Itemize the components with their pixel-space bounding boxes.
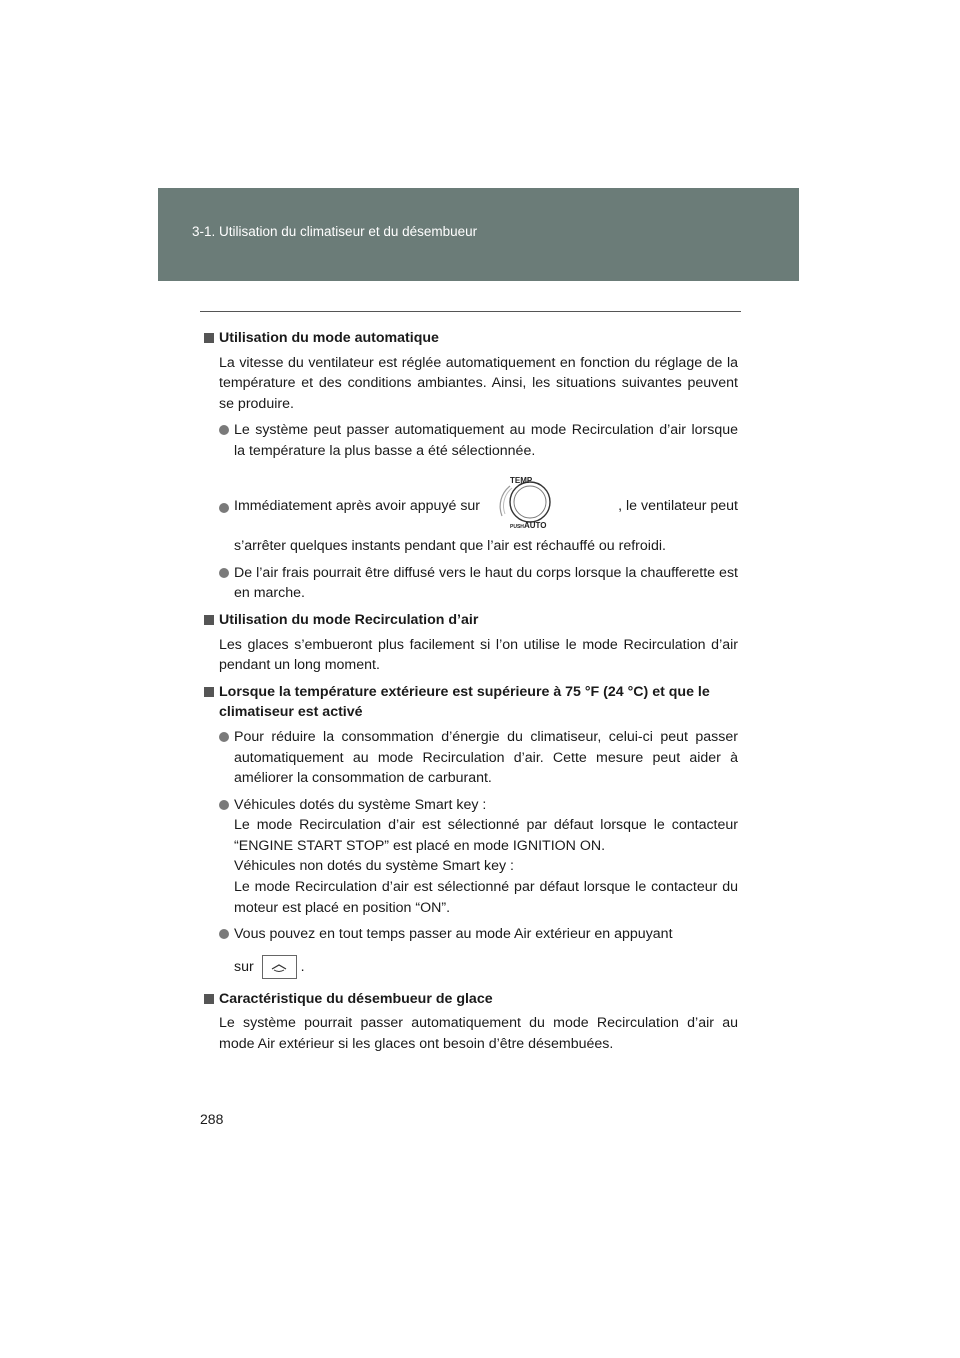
- page-content: [204, 328, 738, 1055]
- knob-auto-label: AUTO: [524, 520, 547, 530]
- section-body-defogger: Le système pourrait passer automatiquement du mode Recirculation d’air au mode Air extérieur si les glaces ont besoin d’être désembuées.: [219, 1015, 738, 1053]
- square-bullet-icon: [204, 615, 214, 625]
- chapter-header: [158, 188, 799, 281]
- knob-line: [234, 476, 738, 537]
- round-bullet-icon: [219, 929, 229, 939]
- bullet-line: Véhicules dotés du système Smart key :: [234, 796, 487, 813]
- bullet-text-sur: sur: [234, 958, 254, 975]
- bullet-line-sur: [234, 955, 738, 979]
- section-title-text: Utilisation du mode automatique: [219, 330, 439, 346]
- bullet-item-smart-key: [219, 795, 738, 919]
- section-title-text: Utilisation du mode Recirculation d’air: [219, 611, 479, 628]
- knob-temp-label: TEMP: [510, 475, 533, 485]
- round-bullet-icon: [219, 503, 229, 513]
- bullet-item: [219, 420, 738, 461]
- round-bullet-icon: [219, 425, 229, 435]
- section-body-auto-mode: La vitesse du ventilateur est réglée automatiquement en fonction du réglage de la température et des conditions ambiantes. Ainsi, les situations suivantes peuvent se produire.: [219, 354, 738, 412]
- section-title-defogger: [204, 989, 738, 1010]
- section-title-auto-mode: [204, 328, 738, 349]
- section-title-outside-temp: [204, 682, 738, 723]
- square-bullet-icon: [204, 994, 214, 1004]
- bullet-text-cont: s’arrêter quelques instants pendant que l’air est réchauffé ou refroidi.: [234, 538, 666, 555]
- bullet-line: Le mode Recirculation d’air est sélectionné par défaut lorsque le contacteur “ENGINE START STOP” est placé en mode IGNITION ON.: [234, 817, 738, 854]
- square-bullet-icon: [204, 687, 214, 697]
- section-title-text: Caractéristique du désembueur de glace: [219, 990, 493, 1007]
- round-bullet-icon: [219, 800, 229, 810]
- page-number: 288: [200, 1111, 224, 1127]
- bullet-line: Véhicules non dotés du système Smart key :: [234, 858, 514, 875]
- divider-rule: [200, 311, 741, 312]
- bullet-text-pre: Immédiatement après avoir appuyé sur: [234, 497, 481, 514]
- section-title-recirculation: [204, 610, 738, 631]
- bullet-text: Le système peut passer automatiquement au mode Recirculation d’air lorsque la température la plus basse a été sélectionnée.: [234, 422, 738, 459]
- bullet-item-knob: [219, 476, 738, 557]
- air-recirculation-icon: [262, 955, 297, 979]
- bullet-text: Pour réduire la consommation d’énergie du climatiseur, celui-ci peut passer automatiquement au mode Recirculation d’air. Cette mesure peut aider à améliorer la consommation de carburant.: [234, 728, 738, 787]
- bullet-text: De l’air frais pourrait être diffusé vers le haut du corps lorsque la chaufferette est en marche.: [234, 564, 738, 602]
- section-body-recirculation: Les glaces s’embueront plus facilement si l’on utilise le mode Recirculation d’air pendant un long moment.: [219, 636, 738, 674]
- round-bullet-icon: [219, 732, 229, 742]
- bullet-item-recirc-button: [219, 924, 738, 979]
- round-bullet-icon: [219, 568, 229, 578]
- temp-auto-knob-icon: [490, 476, 562, 537]
- bullet-item: [219, 727, 738, 789]
- square-bullet-icon: [204, 333, 214, 343]
- bullet-item: [219, 563, 738, 604]
- section-title-text: Lorsque la température extérieure est supérieure à 75 °F (24 °C) et que le climatiseur est activé: [219, 683, 710, 721]
- knob-push-label: PUSH: [510, 523, 524, 530]
- chapter-title: 3-1. Utilisation du climatiseur et du désembueur: [192, 224, 478, 239]
- bullet-text-end: .: [300, 958, 305, 975]
- bullet-text-post: , le ventilateur peut: [618, 497, 738, 514]
- bullet-text: Vous pouvez en tout temps passer au mode Air extérieur en appuyant: [234, 926, 673, 943]
- bullet-line: Le mode Recirculation d’air est sélectionné par défaut lorsque le contacteur du moteur est placé en position “ON”.: [234, 879, 738, 916]
